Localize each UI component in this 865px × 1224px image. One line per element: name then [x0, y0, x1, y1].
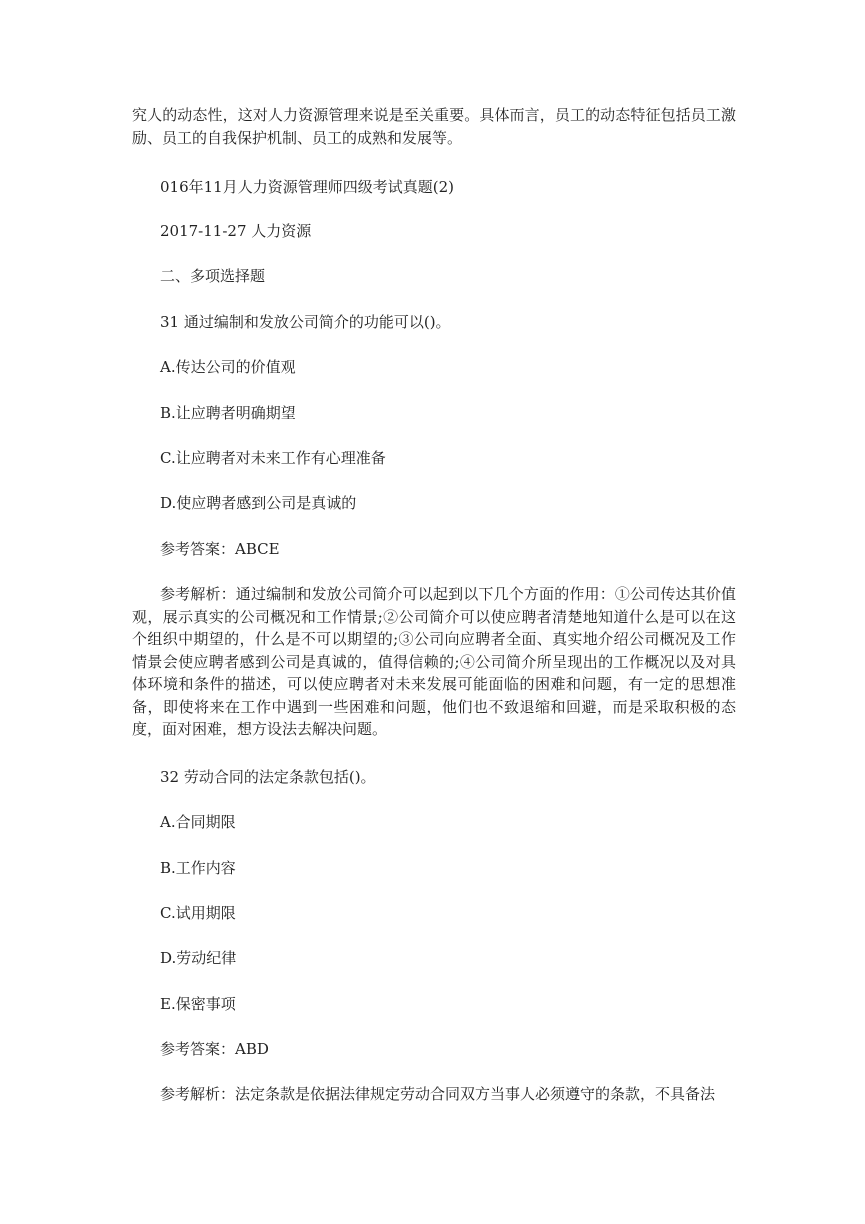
- question-31-option-c: C.让应聘者对未来工作有心理准备: [160, 449, 386, 467]
- question-32-option-a: A.合同期限: [160, 813, 236, 831]
- question-32-analysis: 参考解析：法定条款是依据法律规定劳动合同双方当事人必须遵守的条款，不具备法: [160, 1085, 716, 1103]
- question-32-option-b: B.工作内容: [160, 859, 236, 877]
- question-31-stem: 31 通过编制和发放公司简介的功能可以()。: [160, 313, 451, 331]
- question-32-option-d: D.劳动纪律: [160, 949, 237, 967]
- question-32-answer: 参考答案：ABD: [160, 1040, 269, 1058]
- question-31-option-b: B.让应聘者明确期望: [160, 404, 296, 422]
- date-line: 2017-11-27 人力资源: [160, 222, 312, 240]
- section-heading: 二、多项选择题: [160, 267, 266, 285]
- exam-title: 016年11月人力资源管理师四级考试真题(2): [160, 178, 454, 196]
- question-32-option-e: E.保密事项: [160, 995, 236, 1013]
- intro-paragraph: 究人的动态性，这对人力资源管理来说是至关重要。具体而言，员工的动态特征包括员工激励、员工的自我保护机制、员工的成熟和发展等。: [132, 106, 736, 147]
- question-32-stem: 32 劳动合同的法定条款包括()。: [160, 768, 376, 786]
- question-31-answer: 参考答案：ABCE: [160, 540, 280, 558]
- question-31-option-d: D.使应聘者感到公司是真诚的: [160, 494, 357, 512]
- question-32-option-c: C.试用期限: [160, 904, 236, 922]
- question-31-analysis: 参考解析：通过编制和发放公司简介可以起到以下几个方面的作用：①公司传达其价值观，展示真实的公司概况和工作情景;②公司简介可以使应聘者清楚地知道什么是可以在这个组织中期望的，什么是不可以期望的;③公司向应聘者全面、真实地介绍公司概况及工作情景会使应聘者感到公司是真诚的，值得信赖的;④公司简介所呈现出的工作概况以及对具体环境和条件的描述，可以使应聘者对未来发展可能面临的困难和问题，有一定的思想准备，即使将来在工作中遇到一些困难和问题，他们也不致退缩和回避，而是采取积极的态度，面对困难，想方设法去解决问题。: [132, 585, 736, 738]
- question-31-option-a: A.传达公司的价值观: [160, 358, 296, 376]
